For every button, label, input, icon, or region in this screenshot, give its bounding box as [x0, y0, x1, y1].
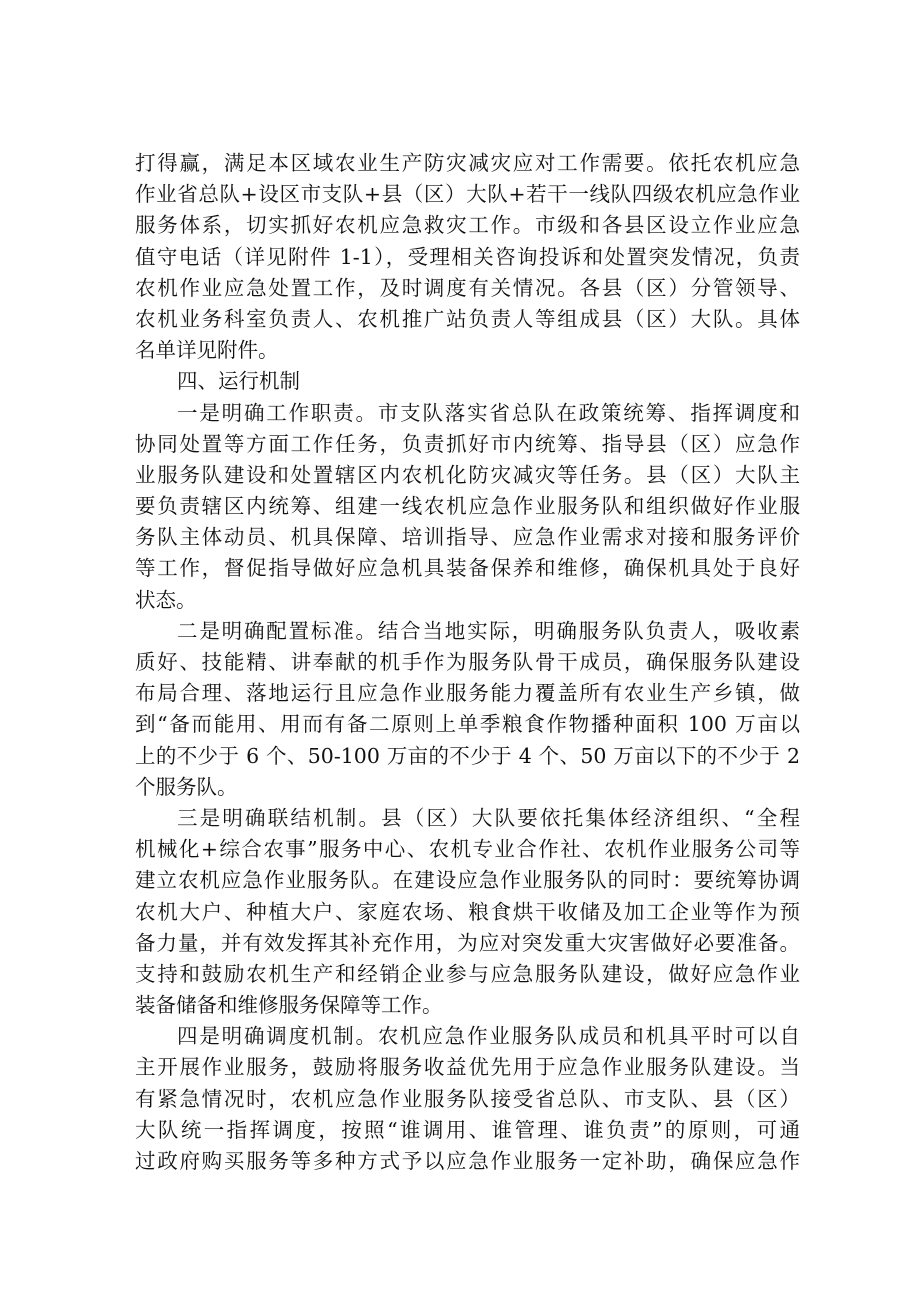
- text-line: 备力量，并有效发挥其补充作用，为应对突发重大灾害做好必要准备。: [135, 930, 800, 955]
- text-line: 二是明确配置标准。结合当地实际，明确服务队负责人，吸收素: [177, 618, 800, 643]
- text-line: 三是明确联结机制。县（区）大队要依托集体经济组织、“全程: [177, 805, 800, 830]
- text-line: 大队统一指挥调度，按照“谁调用、谁管理、谁负责”的原则，可通: [135, 1117, 800, 1142]
- text-line: 个服务队。: [135, 774, 238, 799]
- text-line: 作业省总队+设区市支队+县（区）大队+若干一线队四级农机应急作业: [135, 182, 800, 207]
- text-line: 质好、技能精、讲奉献的机手作为服务队骨干成员，确保服务队建设: [135, 650, 800, 674]
- text-line: 业服务队建设和处置辖区内农机化防灾减灾等任务。县（区）大队主: [135, 462, 800, 487]
- text-line: 农机业务科室负责人、农机推广站负责人等组成县（区）大队。具体: [135, 306, 800, 331]
- paragraph-linkage-mechanism: [135, 803, 800, 1021]
- paragraph-intro: [135, 148, 800, 366]
- text-line: 主开展作业服务，鼓励将服务收益优先用于应急作业服务队建设。当: [135, 1055, 800, 1080]
- text-line: 装备储备和维修服务保障等工作。: [135, 993, 443, 1018]
- text-line: 机械化+综合农事”服务中心、农机专业合作社、农机作业服务公司等: [135, 837, 800, 862]
- text-line: 建立农机应急作业服务队。在建设应急作业服务队的同时：要统筹协调: [135, 868, 800, 893]
- text-line: 过政府购买服务等多种方式予以应急作业服务一定补助，确保应急作: [135, 1149, 800, 1173]
- text-line: 上的不少于 6 个、50-100 万亩的不少于 4 个、50 万亩以下的不少于 2: [135, 743, 800, 768]
- text-line: 打得赢，满足本区域农业生产防灾减灾应对工作需要。依托农机应急: [135, 151, 800, 175]
- text-line: 农机大户、种植大户、家庭农场、粮食烘干收储及加工企业等作为预: [135, 899, 800, 924]
- text-line: 四是明确调度机制。农机应急作业服务队成员和机具平时可以自: [177, 1024, 800, 1049]
- text-line: 布局合理、落地运行且应急作业服务能力覆盖所有农业生产乡镇，做: [135, 681, 800, 706]
- text-line: 农机作业应急处置工作，及时调度有关情况。各县（区）分管领导、: [135, 275, 800, 300]
- text-line: 服务体系，切实抓好农机应急救灾工作。市级和各县区设立作业应急: [135, 213, 800, 238]
- text-line: 有紧急情况时，农机应急作业服务队接受省总队、市支队、县（区）: [135, 1086, 800, 1111]
- paragraph-dispatch-mechanism: [135, 1021, 800, 1177]
- text-line: 务队主体动员、机具保障、培训指导、应急作业需求对接和服务评价: [135, 525, 800, 550]
- text-line: 等工作，督促指导做好应急机具装备保养和维修，确保机具处于良好: [135, 556, 800, 581]
- text-line: 名单详见附件。: [135, 338, 279, 363]
- text-line: 到“备而能用、用而有备二原则上单季粮食作物播种面积 100 万亩以: [135, 712, 800, 737]
- document-page: [135, 148, 800, 1177]
- section-heading-operating-mechanism: [135, 366, 800, 397]
- paragraph-work-duties: [135, 398, 800, 616]
- section-heading: 四、运行机制: [177, 369, 300, 394]
- paragraph-configuration-standards: [135, 616, 800, 803]
- text-line: 要负责辖区内统筹、组建一线农机应急作业服务队和组织做好作业服: [135, 494, 800, 519]
- text-line: 一是明确工作职责。市支队落实省总队在政策统筹、指挥调度和: [177, 400, 800, 425]
- text-line: 协同处置等方面工作任务，负责抓好市内统筹、指导县（区）应急作: [135, 431, 800, 456]
- text-line: 值守电话（详见附件 1-1），受理相关咨询投诉和处置突发情况，负责: [135, 244, 800, 269]
- text-line: 支持和鼓励农机生产和经销企业参与应急服务队建设，做好应急作业: [135, 961, 800, 986]
- text-line: 状态。: [135, 587, 197, 612]
